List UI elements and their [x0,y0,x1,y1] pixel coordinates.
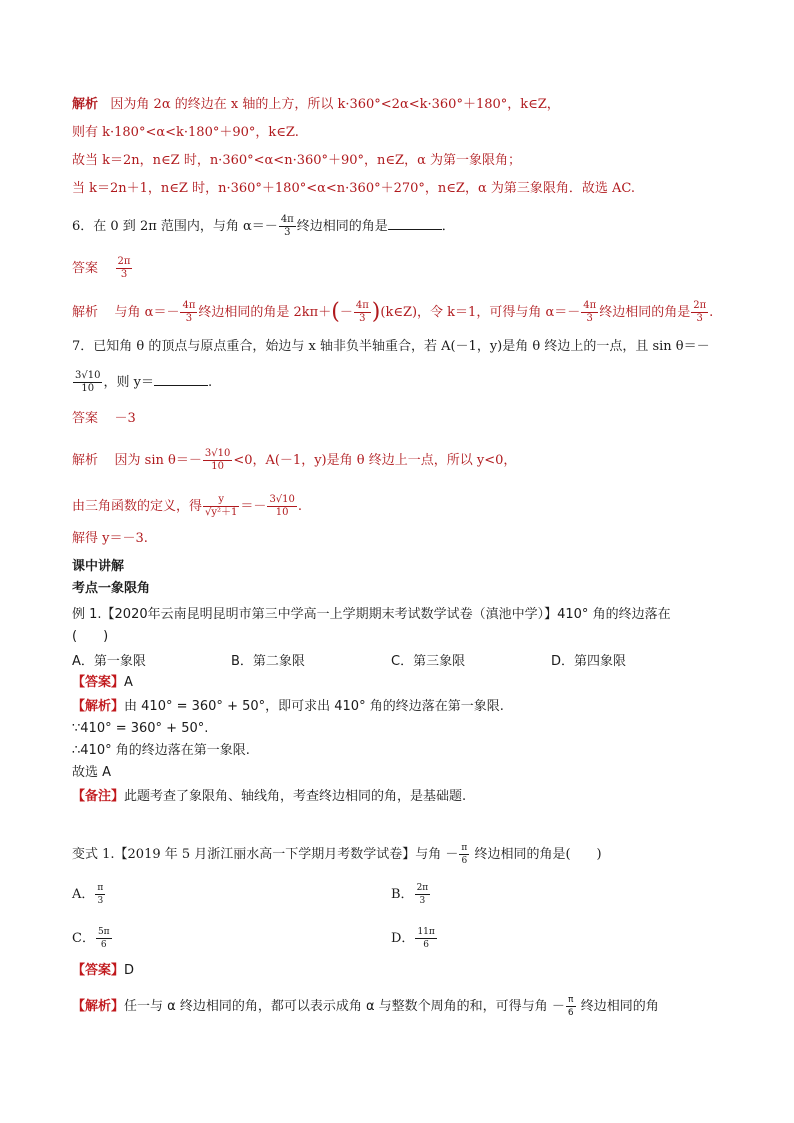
var1-stem-a: 变式 1.【2019 年 5 月浙江丽水高一下学期月考数学试卷】与角 － [72,847,459,862]
q7-an2-b: ＝－ [240,499,267,514]
example-1-analysis [72,698,504,716]
answer-tag: 【答案】 [72,963,125,978]
q7-stem-end: . [207,375,213,390]
q6-an-frac-3-den: 3 [586,313,593,324]
var1-an-num: π [566,994,576,1007]
option-a: A．第一象限 [72,654,146,669]
example-1-analysis-2: ∵410° = 360° + 50°. [72,721,209,736]
q6-an-frac-4-den: 3 [696,313,703,324]
var1-stem-b: 终边相同的角是( ) [474,847,602,862]
q6-stem-b: 终边相同的角是 [296,219,388,234]
q7-an2-end: . [297,499,303,514]
analysis-text: 由 410° = 360° + 50°，即可求出 410° 角的终边落在第一象限. [124,699,504,714]
q7-fraction [73,370,102,395]
q7-an2-frac2-num: 3√10 [269,494,295,505]
option-letter: C． [72,931,95,946]
q6-an-b: 终边相同的角是 2kπ＋ [198,305,332,320]
example-1-analysis-4: 故选 A [72,765,112,780]
analysis-q5-line4: 当 k＝2n＋1，n∈Z 时，n·360°＋180°<α<n·360°＋270°，n∈Z，α 为第三象限角．故选 AC. [72,181,635,196]
example-1-paren: ( ) [72,629,109,644]
section-subtitle: 考点一象限角 [72,581,151,596]
option-d: D．第四象限 [551,654,627,669]
q7-stem-b: ，则 y＝ [103,375,154,390]
variant-option-d [391,926,438,951]
analysis-tag: 【解析】 [72,699,125,714]
question-7-stem-2 [72,370,212,395]
q6-an-end: . [709,305,714,320]
option-den: 6 [423,940,429,950]
q7-an-b: <0，A(－1，y)是角 θ 终边上一点，所以 y<0， [233,453,517,468]
q6-answer [72,256,133,281]
option-b: B．第二象限 [231,654,305,669]
analysis-label: 解析 [72,97,99,112]
q7-analysis-1 [72,448,516,473]
q7-an2-fraction [203,494,239,519]
q6-frac-den: 3 [284,227,291,238]
example-1-note [72,788,466,806]
analysis-text: 因为角 2α 的终边在 x 轴的上方，所以 k·360°<2α<k·360°＋180°，k∈Z， [110,97,560,112]
q6-frac-num: 4π [280,214,294,225]
question-7-stem [72,338,710,356]
answer-label: 答案 [72,411,99,426]
q6-an-frac-3 [581,300,598,325]
analysis-text-a: 任一与 α 终边相同的角，都可以表示成角 α 与整数个周角的和，可得与角 － [124,999,565,1014]
var1-stem-fraction [459,842,469,867]
option-fraction [95,882,105,907]
variant-option-c [72,926,113,951]
q7-an-a: 因为 sin θ＝－ [114,453,202,468]
question-6-stem [72,214,455,239]
q6-fraction [279,214,296,239]
var1-stem-den: 6 [461,856,468,866]
option-fraction [96,926,112,951]
option-letter: D． [391,931,415,946]
left-paren: ( [331,299,340,325]
q7-an2-fraction-2 [267,494,296,519]
q6-an-frac-2-num: 4π [355,300,369,311]
q6-analysis: 解析 与角 α＝－ $\frac{4\pi}{3}$ 终边相同的角是 2kπ＋(－ $\frac{4\pi}{3}$ )(k∈Z)，令 k＝1，可得与角 α＝－ $\frac{4\pi}{3}$ 终边相同的角是 $\frac{2\pi}{3}$ . [72,299,714,325]
q6-an-frac-1-den: 3 [185,313,193,324]
q7-an2-num: y [203,494,239,507]
q6-stem-a: 6．在 0 到 2π 范围内，与角 α＝－ [72,219,278,234]
q7-an-frac-den: 10 [211,461,224,472]
analysis-q5-line3: 故当 k＝2n，n∈Z 时，n·360°<α<n·360°＋90°，n∈Z，α 为第一象限角； [72,153,521,168]
q7-an-frac-num: 3√10 [204,448,231,459]
option-den: 3 [419,896,426,906]
analysis-text-b: 终边相同的角 [580,999,659,1014]
variant-1-answer [72,962,134,980]
section-title: 课中讲解 [72,559,125,574]
q6-stem-end: ． [441,219,455,234]
right-paren: ) [371,299,381,325]
q6-an-frac-2-den: 3 [359,313,366,324]
option-letter: A． [72,887,95,902]
option-letter: B． [391,887,414,902]
variant-option-b [391,882,431,907]
q6-an-a: 与角 α＝－ [114,305,180,320]
analysis-tag: 【解析】 [72,999,125,1014]
q6-an-frac-2 [354,300,371,325]
q7-stem-a: 7．已知角 θ 的顶点与原点重合，始边与 x 轴非负半轴重合，若 A(－1，y)是角 θ 终边上的一点，且 sin θ＝－ [72,339,710,354]
option-num: π [97,883,104,893]
q6-an-c: (k∈Z)，令 k＝1，可得与角 α＝－ [380,305,581,320]
option-fraction [415,926,436,951]
option-num: 5π [97,927,110,937]
q7-frac-num: 3√10 [75,370,101,381]
q7-an2-den: √y²＋1 [205,507,238,518]
variant-option-a [72,882,106,907]
q6-an-d: 终边相同的角是 [599,305,691,320]
note-tag: 【备注】 [72,789,125,804]
option-den: 6 [100,940,107,950]
answer-blank [154,373,208,386]
option-num: 11π [417,927,435,937]
q7-analysis-2 [72,494,302,519]
option-den: 3 [97,896,104,906]
answer-value: D [124,963,135,978]
var1-analysis-fraction [566,994,576,1019]
q7-an-fraction [203,448,232,473]
q7-answer-value: －3 [114,411,136,426]
answer-blank [388,217,442,230]
q6-an-frac-1 [180,300,197,325]
note-text: 此题考查了象限角、轴线角，考查终边相同的角，是基础题. [124,789,467,804]
q6-answer-num: 2π [117,256,131,267]
analysis-q5-line2: 则有 k·180°<α<k·180°＋90°，k∈Z. [72,125,299,140]
example-1-analysis-3: ∴410° 角的终边落在第一象限. [72,743,250,758]
q6-an-frac-4 [691,300,708,325]
q7-an2-frac2-den: 10 [275,507,289,518]
analysis-label: 解析 [72,453,99,468]
q6-answer-fraction [116,256,133,281]
q7-analysis-3: 解得 y＝－3. [72,531,148,546]
example-1-stem: 例 1.【2020年云南昆明昆明市第三中学高一上学期期末考试数学试卷（滇池中学）】410° 角的终边落在 [72,607,671,622]
answer-value: A [124,675,133,690]
var1-an-den: 6 [567,1008,574,1018]
q6-an-frac-3-num: 4π [583,300,597,311]
analysis-label: 解析 [72,305,99,320]
var1-stem-num: π [461,843,468,853]
answer-label: 答案 [72,261,99,276]
analysis-q5-line1 [72,96,560,114]
option-fraction [415,882,431,907]
q7-an2-a: 由三角函数的定义，得 [72,499,203,514]
q6-answer-den: 3 [120,269,128,280]
q6-an-frac-4-num: 2π [693,300,707,311]
q6-an-frac-1-num: 4π [182,300,196,311]
option-num: 2π [416,883,429,893]
option-c: C．第三象限 [391,654,466,669]
variant-1-analysis [72,994,659,1019]
answer-tag: 【答案】 [72,675,125,690]
example-1-answer [72,674,133,692]
q7-frac-den: 10 [81,383,95,394]
q7-answer [72,410,136,428]
variant-1-stem [72,842,602,867]
